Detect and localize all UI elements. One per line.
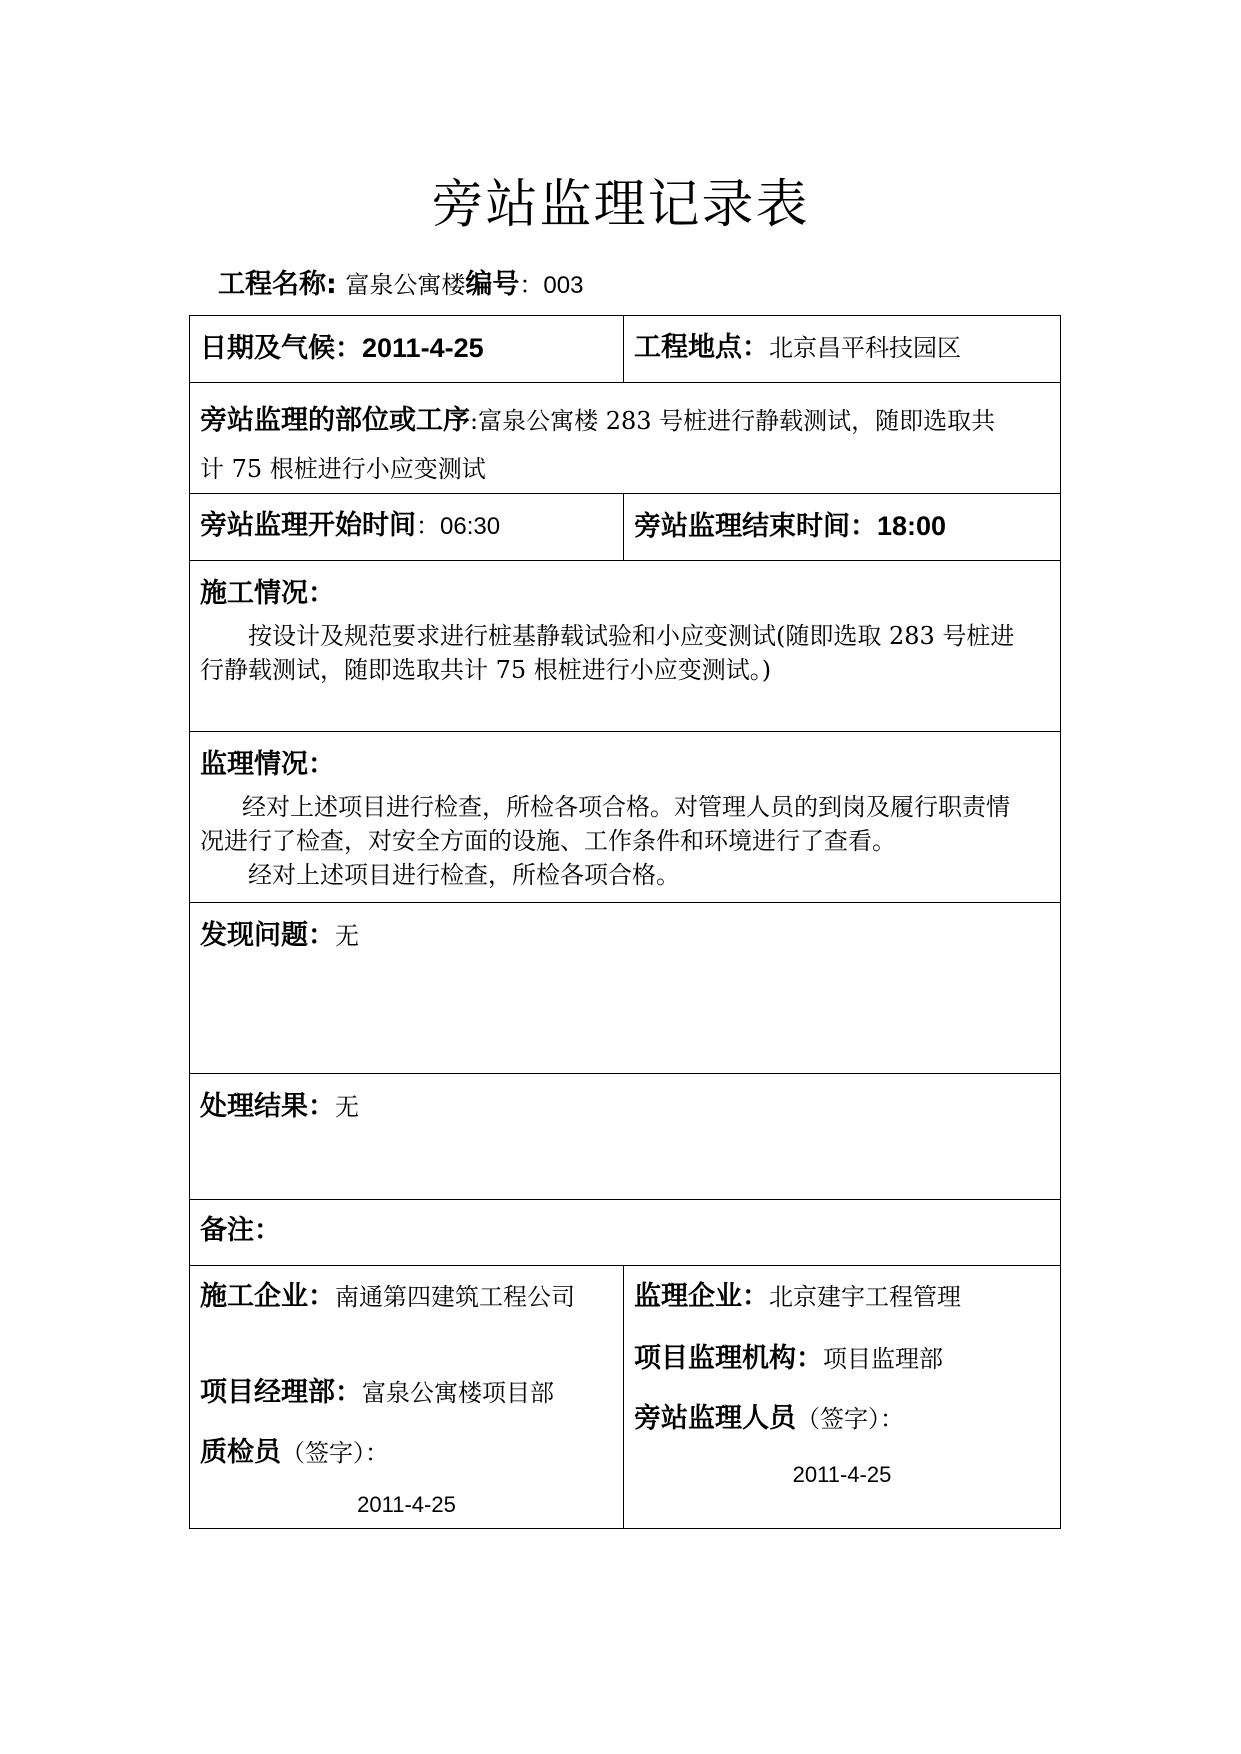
remarks-cell bbox=[190, 1200, 1061, 1266]
supervision-staff bbox=[634, 1402, 1050, 1450]
issues-value: 无 bbox=[335, 922, 359, 950]
supervision-line2: 况进行了检查，对安全方面的设施、工作条件和环境进行了查看。 bbox=[200, 827, 896, 855]
number-value: 003 bbox=[543, 272, 584, 299]
pm-dept-label: 项目经理部： bbox=[200, 1377, 362, 1408]
contractor-company bbox=[200, 1280, 613, 1346]
qc-signature-label: （签字）： bbox=[281, 1439, 389, 1467]
part-cell bbox=[190, 383, 1061, 494]
start-time-label: 旁站监理开始时间 bbox=[200, 510, 416, 541]
quality-inspector bbox=[200, 1436, 613, 1476]
row-construction bbox=[190, 561, 1061, 732]
location-label: 工程地点： bbox=[634, 332, 769, 363]
supervisor-company bbox=[634, 1280, 1050, 1342]
supervisor-cell bbox=[624, 1266, 1061, 1529]
row-date-location bbox=[190, 316, 1061, 383]
row-remarks bbox=[190, 1200, 1061, 1266]
construction-line2: 行静载测试，随即选取共计 75 根桩进行小应变测试。) bbox=[200, 656, 772, 684]
issues-label: 发现问题： bbox=[200, 920, 335, 951]
staff-signature-label: （签字）： bbox=[796, 1405, 904, 1433]
issues-cell bbox=[190, 903, 1061, 1074]
supervision-org-label: 项目监理机构： bbox=[634, 1343, 823, 1374]
row-supervision bbox=[190, 732, 1061, 903]
result-cell bbox=[190, 1074, 1061, 1200]
date-cell bbox=[190, 316, 624, 383]
project-header bbox=[218, 262, 583, 301]
supervision-org bbox=[634, 1342, 1050, 1402]
pm-dept-value: 富泉公寓楼项目部 bbox=[362, 1379, 554, 1407]
start-time-separator: ： bbox=[416, 512, 440, 540]
row-signatures bbox=[190, 1266, 1061, 1529]
supervisor-date: 2011-4-25 bbox=[792, 1462, 892, 1487]
end-time-label: 旁站监理结束时间： bbox=[634, 511, 877, 542]
supervision-line3: 经对上述项目进行检查，所检各项合格。 bbox=[248, 861, 680, 889]
project-name-value: 富泉公寓楼 bbox=[345, 271, 466, 299]
part-separator: : bbox=[470, 407, 479, 435]
contractor-company-label: 施工企业： bbox=[200, 1281, 335, 1312]
project-name-separator: : bbox=[326, 269, 337, 300]
supervision-label: 监理情况： bbox=[200, 749, 335, 780]
construction-label: 施工情况： bbox=[200, 578, 335, 609]
date-value: 2011-4-25 bbox=[362, 333, 484, 363]
part-label: 旁站监理的部位或工序 bbox=[200, 405, 470, 436]
record-table bbox=[189, 315, 1061, 1529]
contractor-cell bbox=[190, 1266, 624, 1529]
end-time-value: 18:00 bbox=[877, 511, 947, 541]
qc-label: 质检员 bbox=[200, 1437, 281, 1468]
start-time-value: 06:30 bbox=[440, 513, 501, 540]
result-label: 处理结果： bbox=[200, 1091, 335, 1122]
number-label: 编号 bbox=[465, 269, 520, 300]
part-text-line1: 富泉公寓楼 283 号桩进行静载测试，随即选取共 bbox=[478, 407, 996, 435]
number-separator: ： bbox=[519, 271, 544, 299]
supervision-line1: 经对上述项目进行检查，所检各项合格。对管理人员的到岗及履行职责情 bbox=[242, 793, 1010, 821]
row-time bbox=[190, 494, 1061, 561]
project-manager-dept bbox=[200, 1376, 613, 1436]
result-value: 无 bbox=[335, 1093, 359, 1121]
date-label: 日期及气候： bbox=[200, 333, 362, 364]
start-time-cell bbox=[190, 494, 624, 561]
supervision-org-value: 项目监理部 bbox=[823, 1345, 943, 1373]
end-time-cell bbox=[624, 494, 1061, 561]
location-cell bbox=[624, 316, 1061, 383]
contractor-company-value: 南通第四建筑工程公司 bbox=[335, 1283, 575, 1311]
construction-cell bbox=[190, 561, 1061, 732]
part-text-line2: 计 75 根桩进行小应变测试 bbox=[200, 455, 486, 483]
contractor-date: 2011-4-25 bbox=[357, 1492, 456, 1517]
row-issues bbox=[190, 903, 1061, 1074]
construction-line1: 按设计及规范要求进行桩基静载试验和小应变测试(随即选取 283 号桩进 bbox=[248, 622, 1015, 650]
remarks-label: 备注： bbox=[200, 1215, 281, 1246]
project-name-label: 工程名称 bbox=[218, 269, 326, 300]
page-title: 旁站监理记录表 bbox=[431, 175, 810, 235]
location-value: 北京昌平科技园区 bbox=[769, 334, 961, 362]
supervision-cell bbox=[190, 732, 1061, 903]
supervisor-company-label: 监理企业： bbox=[634, 1281, 769, 1312]
row-result bbox=[190, 1074, 1061, 1200]
staff-label: 旁站监理人员 bbox=[634, 1403, 796, 1434]
supervisor-company-value: 北京建宇工程管理 bbox=[769, 1283, 961, 1311]
row-part bbox=[190, 383, 1061, 494]
